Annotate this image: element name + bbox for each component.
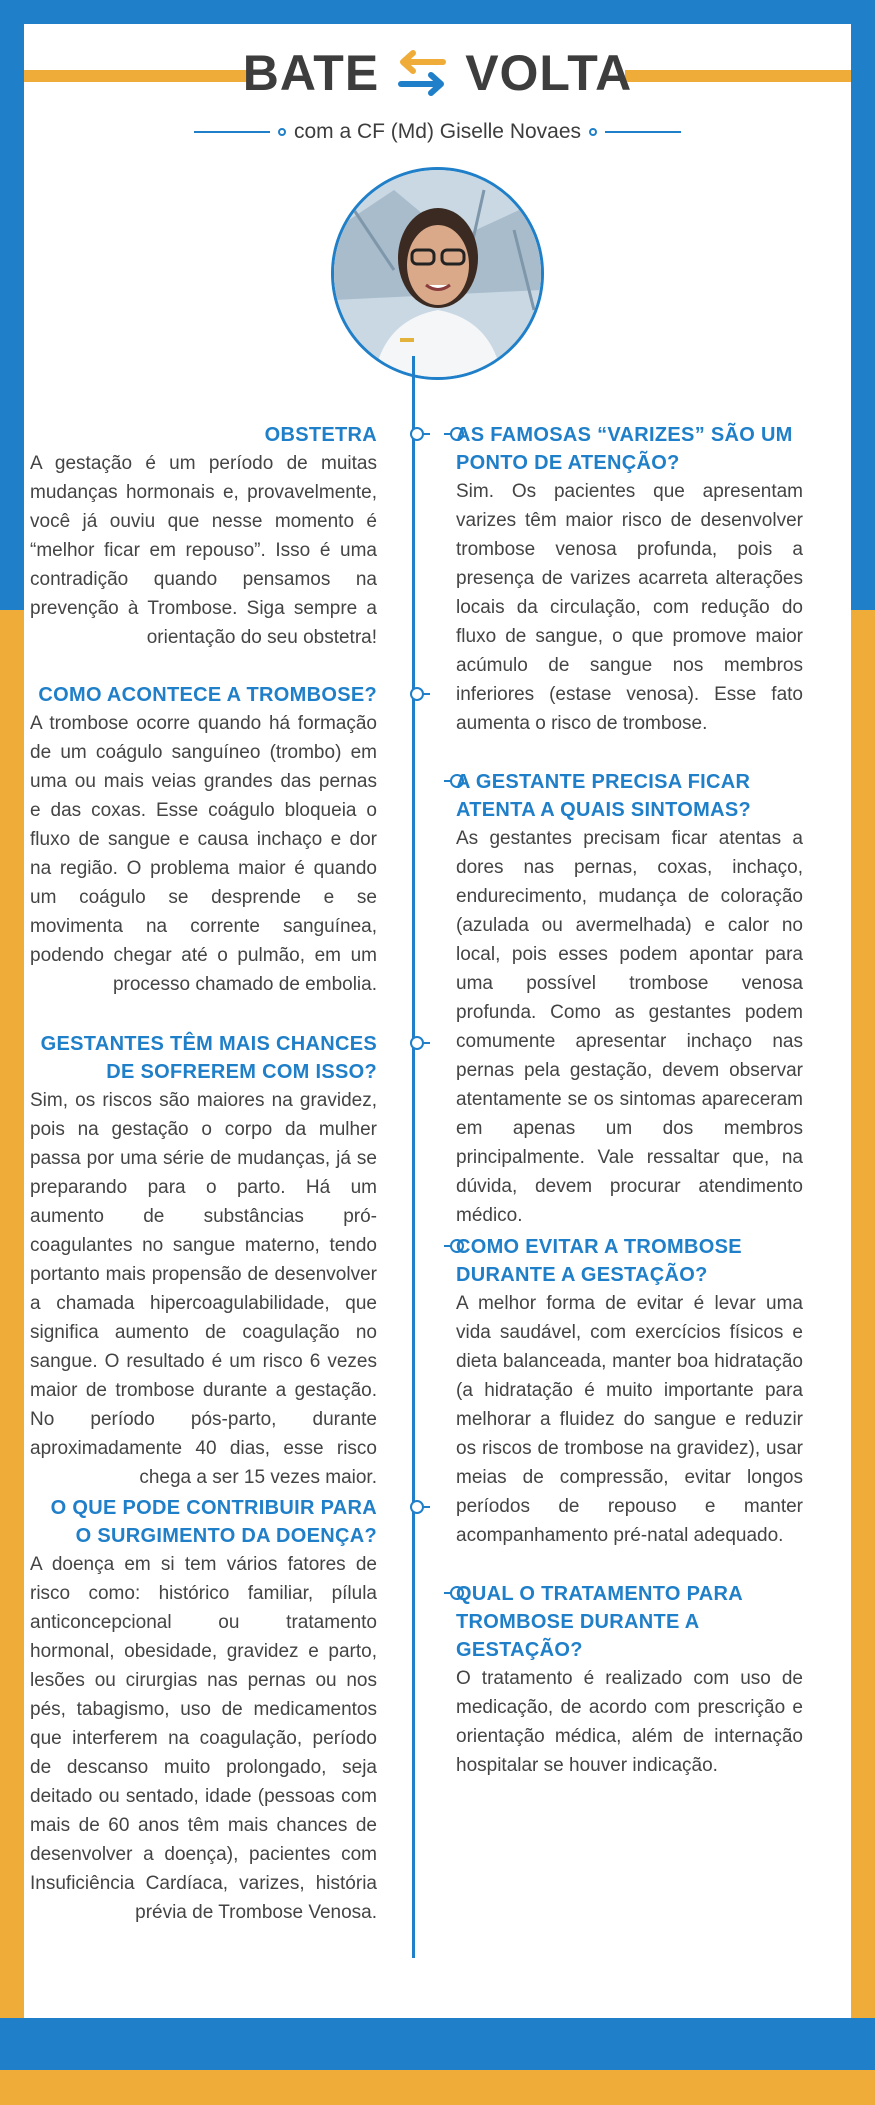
section-body: Sim. Os pacientes que apresentam varizes têm maior risco de desenvolver trombose venosa profunda, pois a presença de varizes acarreta alterações locais da circulação, com redução do fluxo de sangue, o que promove maior acúmulo de sangue nos membros inferiores (estase venosa). Esse fato aumenta o risco de trombose. <box>456 481 803 734</box>
section-gestantes <box>30 1030 377 1492</box>
timeline-node <box>410 1500 424 1514</box>
subtitle-dot-right <box>589 128 597 136</box>
section-title: COMO EVITAR A TROMBOSE DURANTE A GESTAÇÃO? <box>456 1236 742 1286</box>
background-blue-bottom <box>0 2018 875 2070</box>
portrait-image <box>334 170 541 377</box>
page-title <box>24 44 851 102</box>
section-contribuir <box>30 1494 377 1927</box>
section-body: O tratamento é realizado com uso de medicação, de acordo com prescrição e orientação médica, além de internação hospitalar se houver indicação. <box>456 1668 803 1776</box>
avatar <box>331 167 544 380</box>
section-title: GESTANTES TÊM MAIS CHANCES DE SOFREREM COM ISSO? <box>40 1033 377 1083</box>
subtitle: com a CF (Md) Giselle Novaes <box>293 120 582 143</box>
swap-arrows-icon <box>395 48 449 98</box>
timeline-line <box>412 356 415 1958</box>
section-body: Sim, os riscos são maiores na gravidez, pois na gestação o corpo da mulher passa por uma série de mudanças, já se preparando para o parto. Há um aumento de substâncias pró-coagulantes no sangue materno, tendo portanto mais propensão de desenvolver a chamada hipercoagulabilidade, que significa aumento de coagulação no sangue. O resultado é um risco 6 vezes maior de trombose durante a gestação. No período pós-parto, durante aproximadamente 40 dias, esse risco chega a ser 15 vezes maior. <box>30 1090 377 1488</box>
section-body: A melhor forma de evitar é levar uma vida saudável, com exercícios físicos e dieta balanceada, manter boa hidratação (a hidratação é muito importante para melhorar a fluidez do sangue e reduzir os riscos de trombose na gravidez), usar meias de compressão, evitar longos períodos de repouso e manter acompanhamento pré-natal adequado. <box>456 1293 803 1546</box>
timeline-node <box>410 1036 424 1050</box>
section-sintomas <box>456 768 803 1230</box>
title-right: VOLTA <box>465 45 633 101</box>
section-title: AS FAMOSAS “VARIZES” SÃO UM PONTO DE ATENÇÃO? <box>456 424 793 474</box>
section-body: A gestação é um período de muitas mudanças hormonais e, provavelmente, você já ouviu que nesse momento é “melhor ficar em repouso”. Isso é uma contradição quando pensamos na prevenção à Trombose. Siga sempre a orientação do seu obstetra! <box>30 453 377 648</box>
subtitle-divider-right <box>605 131 681 133</box>
section-como-evitar <box>456 1233 803 1550</box>
subtitle-dot-left <box>278 128 286 136</box>
section-varizes <box>456 421 803 738</box>
title-left: BATE <box>242 45 380 101</box>
section-body: A doença em si tem vários fatores de risco como: histórico familiar, pílula anticoncepcional ou tratamento hormonal, obesidade, gravidez e parto, lesões ou cirurgias nas pernas ou nos pés, tabagismo, uso de medicamentos que interferem na coagulação, período de descanso muito prolongado, seja deitado ou sentado, idade (pessoas com mais de 60 anos têm mais chances de desenvolver a doença), pacientes com Insuficiência Cardíaca, varizes, história prévia de Trombose Venosa. <box>30 1554 377 1923</box>
section-title: OBSTETRA <box>264 424 377 446</box>
section-obstetra <box>30 421 377 652</box>
subtitle-row <box>24 120 851 144</box>
section-title: A GESTANTE PRECISA FICAR ATENTA A QUAIS SINTOMAS? <box>456 771 751 821</box>
section-tratamento <box>456 1580 803 1780</box>
section-title: COMO ACONTECE A TROMBOSE? <box>38 684 377 706</box>
section-title: O QUE PODE CONTRIBUIR PARA O SURGIMENTO DA DOENÇA? <box>50 1497 377 1547</box>
section-como-acontece <box>30 681 377 999</box>
section-body: As gestantes precisam ficar atentas a dores nas pernas, coxas, inchaço, endurecimento, mudança de coloração (azulada ou avermelhada) e calor no local, pois esses podem apontar para uma possível trombose venosa profunda. Como as gestantes podem comumente apresentar inchaço nas pernas pela gestação, devem observar atentamente se os sintomas apareceram em apenas um dos membros principalmente. Vale ressaltar que, na dúvida, devem procurar atendimento médico. <box>456 828 803 1226</box>
section-title: QUAL O TRATAMENTO PARA TROMBOSE DURANTE A GESTAÇÃO? <box>456 1583 743 1661</box>
section-body: A trombose ocorre quando há formação de um coágulo sanguíneo (trombo) em uma ou mais veias grandes das pernas e das coxas. Esse coágulo bloqueia o fluxo de sangue e causa inchaço e dor na região. O problema maior é quando um coágulo se desprende e se movimenta na corrente sanguínea, podendo chegar até o pulmão, em um processo chamado de embolia. <box>30 713 377 995</box>
subtitle-divider-left <box>194 131 270 133</box>
timeline-node <box>410 687 424 701</box>
timeline-node <box>410 427 424 441</box>
